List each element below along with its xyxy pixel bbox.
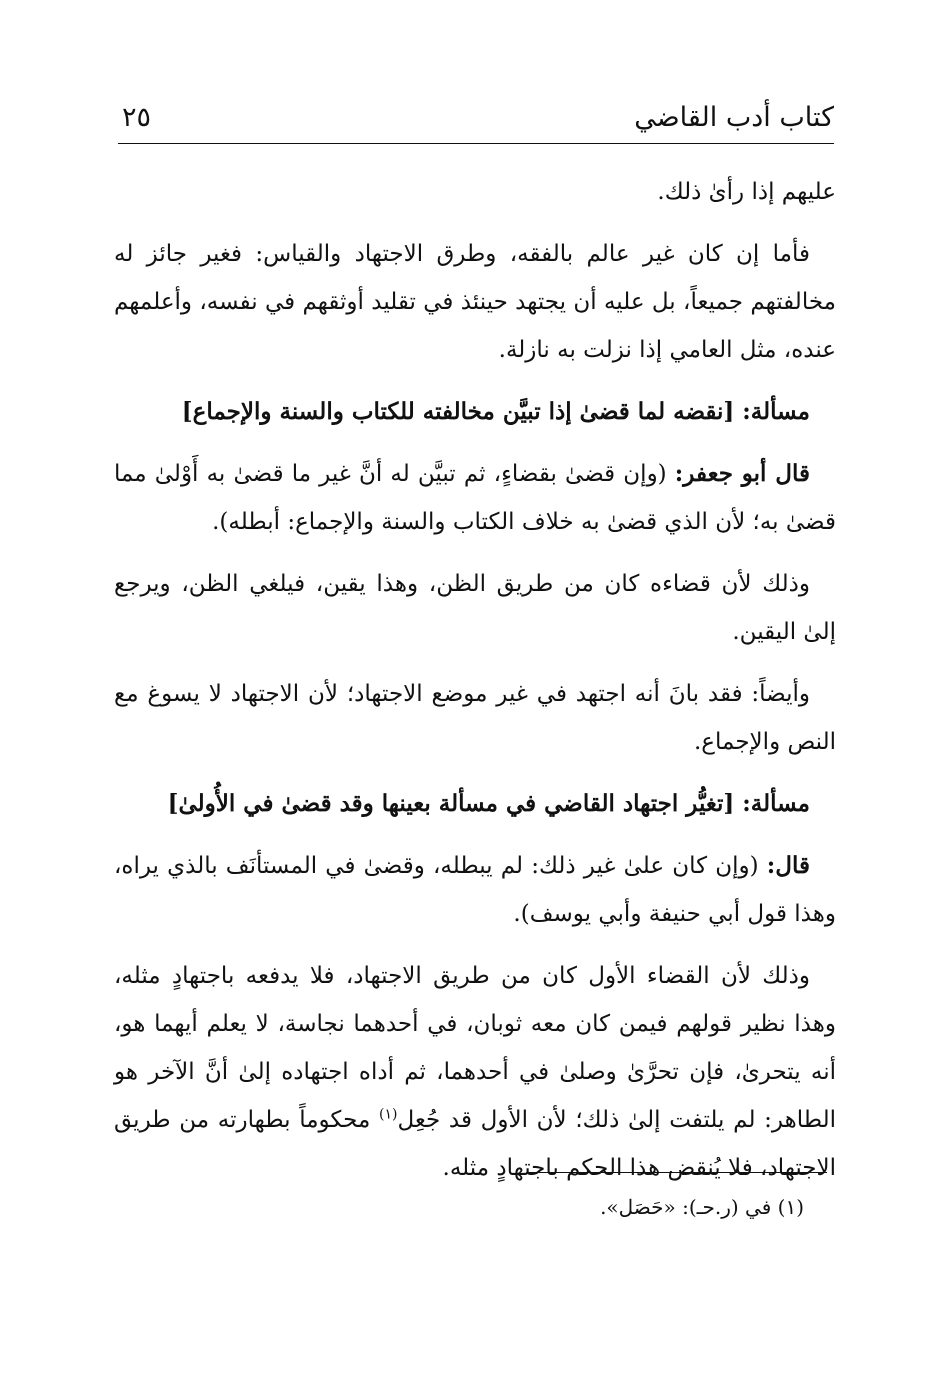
quote-text: (وإن كان علىٰ غير ذلك: لم يبطله، وقضىٰ في المستأنَف بالذي يراه، وهذا قول أبي حنيفة وأبي يوسف). bbox=[114, 853, 836, 927]
paragraph-quote-2 bbox=[114, 842, 836, 938]
paragraph-text: وذلك لأن القضاء الأول كان من طريق الاجتهاد، فلا يدفعه باجتهادٍ مثله، وهذا نظير قولهم فيمن كان معه ثوبان، في أحدهما نجاسة، لا يعلم أيهما هو، أنه يتحرىٰ، فإن تحرَّىٰ وصلىٰ في أحدهما، ثم أداه اجتهاده إلىٰ أنَّ الآخر هو الطاهر: لم يلتفت إلىٰ ذلك؛ لأن الأول قد جُعِل bbox=[114, 963, 836, 1133]
paragraph: فأما إن كان غير عالم بالفقه، وطرق الاجتهاد والقياس: فغير جائز له مخالفتهم جميعاً، بل عليه أن يجتهد حينئذ في تقليد أوثقهم في نفسه، وأعلمهم عنده، مثل العامي إذا نزلت به نازلة. bbox=[114, 241, 836, 363]
paragraph-continuation: عليهم إذا رأىٰ ذلك. bbox=[657, 179, 836, 205]
footnote-rule bbox=[527, 1172, 827, 1173]
header-rule bbox=[118, 143, 834, 144]
speaker-label: قال: bbox=[766, 852, 810, 879]
section-heading-2: مسألة: [تغيُّر اجتهاد القاضي في مسألة بعينها وقد قضىٰ في الأُولىٰ] bbox=[167, 790, 810, 817]
paragraph-text: محكوماً بطهارته من طريق الاجتهاد، فلا يُنقض هذا الحكم باجتهادٍ مثله. bbox=[114, 1107, 836, 1181]
main-text bbox=[114, 168, 836, 1206]
book-title: كتاب أدب القاضي bbox=[634, 102, 834, 133]
page-number: ٢٥ bbox=[122, 102, 152, 133]
paragraph: وأيضاً: فقد بانَ أنه اجتهد في غير موضع الاجتهاد؛ لأن الاجتهاد لا يسوغ مع النص والإجماع. bbox=[114, 681, 836, 755]
paragraph: وذلك لأن قضاءه كان من طريق الظن، وهذا يقين، فيلغي الظن، ويرجع إلىٰ اليقين. bbox=[114, 571, 836, 645]
paragraph-with-note bbox=[114, 952, 836, 1192]
footnote-marker: (١) bbox=[378, 1106, 398, 1123]
speaker-label: قال أبو جعفر: bbox=[674, 460, 810, 487]
paragraph-quote-1 bbox=[114, 450, 836, 546]
footnote: (١) في (ر.حـ): «حَصَل». bbox=[600, 1195, 804, 1219]
section-heading-1: مسألة: [نقضه لما قضىٰ إذا تبيَّن مخالفته للكتاب والسنة والإجماع] bbox=[181, 398, 810, 425]
quote-text: (وإن قضىٰ بقضاءٍ، ثم تبيَّن له أنَّ غير ما قضىٰ به أَوْلىٰ مما قضىٰ به؛ لأن الذي قضىٰ به خلاف الكتاب والسنة والإجماع: أبطله). bbox=[114, 461, 836, 535]
running-head bbox=[118, 92, 834, 144]
